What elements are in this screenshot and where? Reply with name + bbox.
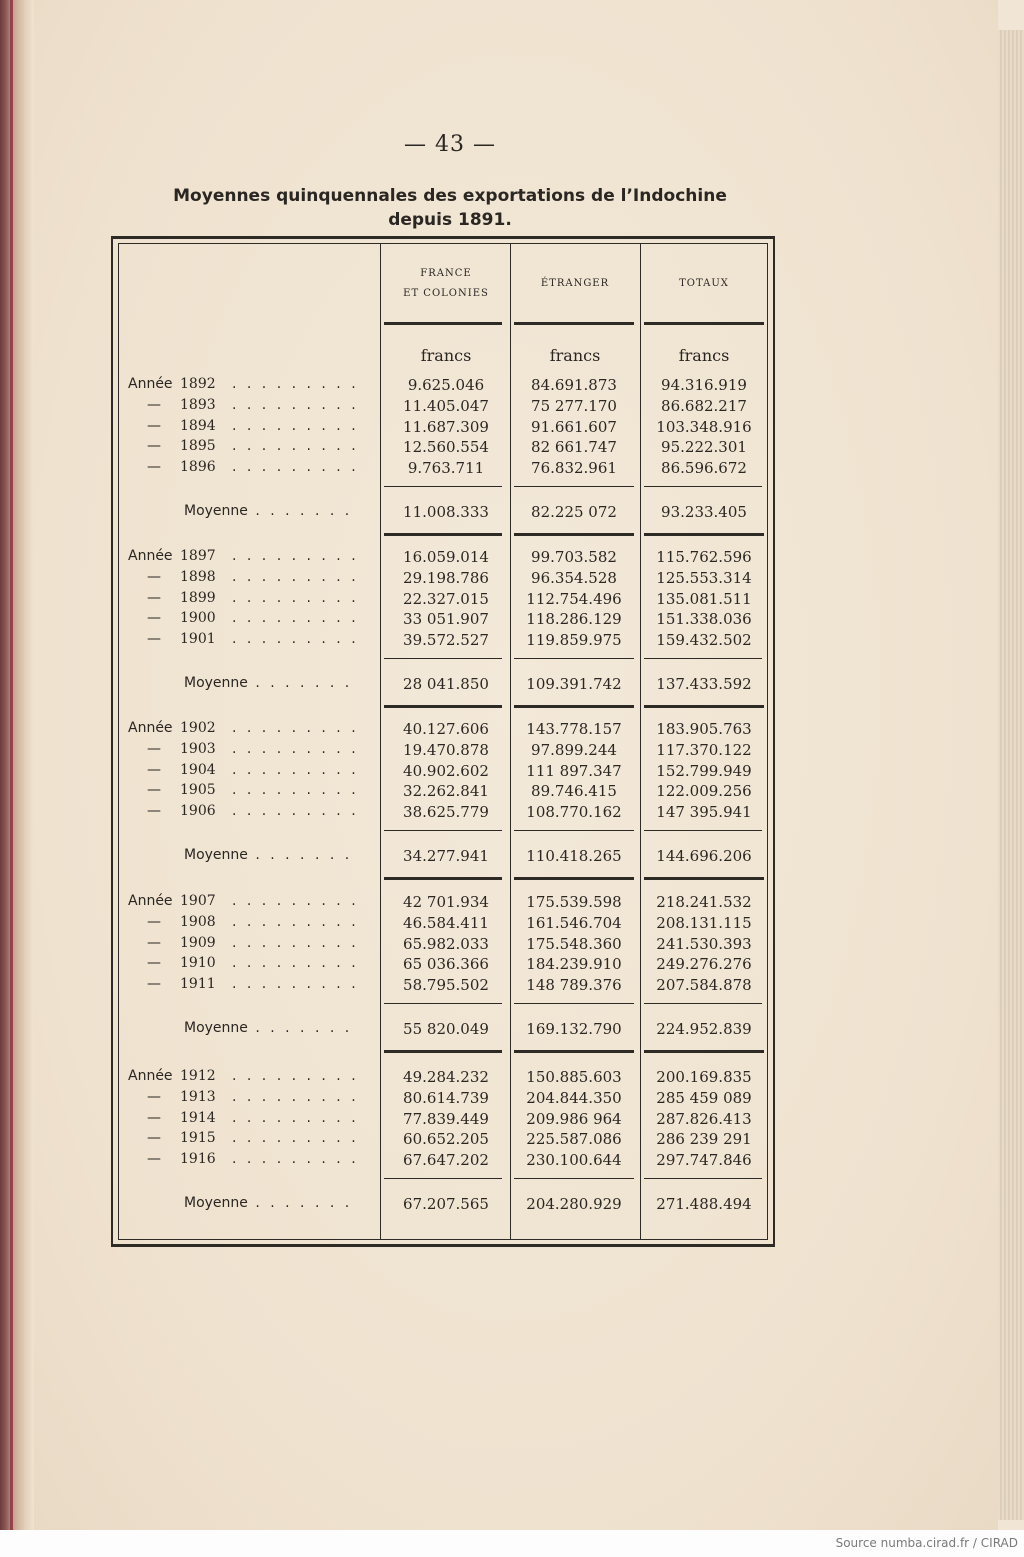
leader-dots: . . . . . . . . . — [232, 720, 359, 736]
moyenne-row — [118, 503, 768, 524]
row-label — [128, 459, 378, 475]
row-prefix: Année — [128, 548, 173, 564]
cell-totaux: 200.169.835 — [656, 1068, 752, 1086]
leader-dots: . . . . . . . . . — [232, 1088, 359, 1105]
row-label — [128, 893, 378, 909]
table-row — [118, 1151, 768, 1172]
cell-totaux: 117.370.122 — [656, 740, 752, 759]
header-france-line1: FRANCE — [420, 268, 472, 279]
cell-france: 46.584.411 — [403, 913, 489, 932]
cell-etranger: 175.539.598 — [526, 893, 622, 911]
cell-etranger: 91.661.607 — [531, 417, 617, 436]
cell-totaux: 147 395.941 — [656, 803, 752, 822]
leader-dots: . . . . . . . — [247, 503, 353, 519]
block-separator — [514, 1050, 634, 1053]
cell-etranger: 76.832.961 — [531, 459, 617, 478]
leader-dots: . . . . . . . . . — [232, 396, 359, 413]
block-separator — [644, 1050, 764, 1053]
table-row — [118, 782, 768, 803]
subtotal-rule — [644, 1178, 762, 1179]
row-label — [128, 1151, 378, 1167]
row-prefix: — — [147, 1130, 161, 1147]
leader-dots: . . . . . . . . . — [232, 610, 359, 627]
cell-etranger: 75 277.170 — [531, 396, 617, 415]
table-row — [118, 1068, 768, 1089]
row-prefix: — — [147, 610, 161, 627]
moyenne-text: Moyenne — [184, 1195, 248, 1211]
cell-totaux: 207.584.878 — [656, 976, 752, 995]
cell-totaux: 135.081.511 — [656, 589, 752, 608]
cell-etranger: 175.548.360 — [526, 934, 622, 953]
row-label — [128, 1110, 378, 1126]
table-row — [118, 631, 768, 652]
leader-dots: . . . . . . . . . — [232, 438, 359, 455]
row-label — [128, 741, 378, 757]
row-year: 1914 — [180, 1109, 216, 1126]
block-separator — [384, 705, 502, 708]
moyenne-totaux: 271.488.494 — [656, 1195, 752, 1213]
table-row — [118, 418, 768, 439]
leader-dots: . . . . . . . . . — [232, 740, 359, 757]
leader-dots: . . . . . . . — [247, 1020, 353, 1036]
row-label — [128, 548, 378, 564]
row-prefix: — — [147, 976, 161, 993]
table-row — [118, 1130, 768, 1151]
table-row — [118, 1089, 768, 1110]
subtotal-rule — [384, 1178, 502, 1179]
block-separator — [384, 533, 502, 536]
moyenne-france: 55 820.049 — [403, 1020, 489, 1038]
block-separator — [384, 877, 502, 880]
cell-totaux: 218.241.532 — [656, 893, 752, 911]
row-prefix: — — [147, 568, 161, 585]
cell-etranger: 112.754.496 — [526, 589, 622, 608]
cell-etranger: 108.770.162 — [526, 803, 622, 822]
table-row — [118, 459, 768, 480]
row-year: 1900 — [180, 610, 216, 627]
row-prefix: — — [147, 955, 161, 972]
row-prefix: — — [147, 631, 161, 648]
cell-france: 29.198.786 — [403, 568, 489, 587]
row-year: 1910 — [180, 955, 216, 972]
moyenne-totaux: 93.233.405 — [661, 503, 747, 521]
row-prefix: — — [147, 761, 161, 778]
moyenne-text: Moyenne — [184, 503, 248, 519]
moyenne-text: Moyenne — [184, 675, 248, 691]
cell-etranger: 99.703.582 — [531, 548, 617, 566]
moyenne-france: 67.207.565 — [403, 1195, 489, 1213]
subtotal-rule — [514, 830, 634, 831]
leader-dots: . . . . . . . . . — [232, 631, 359, 648]
cell-totaux: 287.826.413 — [656, 1109, 752, 1128]
subtotal-rule — [384, 658, 502, 659]
cell-totaux: 86.682.217 — [661, 396, 747, 415]
leader-dots: . . . . . . . . . — [232, 589, 359, 606]
binding-ribbon — [10, 0, 13, 1530]
subtotal-rule — [384, 486, 502, 487]
cell-totaux: 103.348.916 — [656, 417, 752, 436]
row-prefix: Année — [128, 893, 173, 909]
leader-dots: . . . . . . . . . — [232, 459, 359, 476]
row-prefix: — — [147, 934, 161, 951]
leader-dots: . . . . . . . . . — [232, 803, 359, 820]
row-label — [128, 610, 378, 626]
block-separator — [644, 877, 764, 880]
row-label — [128, 803, 378, 819]
leader-dots: . . . . . . . . . — [232, 1068, 359, 1084]
row-prefix: — — [147, 438, 161, 455]
moyenne-france: 28 041.850 — [403, 675, 489, 693]
table-row — [118, 976, 768, 997]
moyenne-etranger: 109.391.742 — [526, 675, 622, 693]
cell-totaux: 183.905.763 — [656, 720, 752, 738]
cell-totaux: 208.131.115 — [656, 913, 752, 932]
leader-dots: . . . . . . . . . — [232, 976, 359, 993]
subtotal-rule — [384, 1003, 502, 1004]
row-year: 1898 — [180, 568, 216, 585]
table-row — [118, 803, 768, 824]
row-label — [128, 1089, 378, 1105]
row-prefix: — — [147, 459, 161, 476]
leader-dots: . . . . . . . . . — [232, 548, 359, 564]
unit-etranger: francs — [549, 346, 601, 365]
row-label — [128, 914, 378, 930]
leader-dots: . . . . . . . — [247, 675, 353, 691]
cell-etranger: 119.859.975 — [526, 631, 622, 650]
subtotal-rule — [384, 830, 502, 831]
row-year: 1916 — [180, 1151, 216, 1168]
leader-dots: . . . . . . . — [247, 847, 353, 863]
row-label — [128, 438, 378, 454]
cell-totaux: 286 239 291 — [656, 1130, 752, 1149]
leader-dots: . . . . . . . . . — [232, 934, 359, 951]
row-label — [128, 720, 378, 736]
cell-france: 11.405.047 — [403, 396, 489, 415]
table-row — [118, 1110, 768, 1131]
cell-etranger: 209.986 964 — [526, 1109, 622, 1128]
cell-france: 38.625.779 — [403, 803, 489, 822]
table-row — [118, 548, 768, 569]
leader-dots: . . . . . . . . . — [232, 376, 359, 392]
moyenne-etranger: 169.132.790 — [526, 1020, 622, 1038]
row-prefix: Année — [128, 376, 173, 392]
cell-etranger: 97.899.244 — [531, 740, 617, 759]
cell-france: 67.647.202 — [403, 1151, 489, 1170]
subtotal-rule — [514, 658, 634, 659]
block-separator — [514, 877, 634, 880]
cell-france: 40.902.602 — [403, 761, 489, 780]
cell-totaux: 297.747.846 — [656, 1151, 752, 1170]
block-separator — [384, 1050, 502, 1053]
cell-france: 9.625.046 — [407, 376, 485, 394]
cell-france: 40.127.606 — [403, 720, 489, 738]
subtotal-rule — [514, 1003, 634, 1004]
cell-totaux: 125.553.314 — [656, 568, 752, 587]
subtotal-rule — [644, 830, 762, 831]
row-label — [128, 762, 378, 778]
row-label — [128, 935, 378, 951]
cell-etranger: 225.587.086 — [526, 1130, 622, 1149]
table-row — [118, 397, 768, 418]
row-label — [128, 1130, 378, 1146]
cell-totaux: 122.009.256 — [656, 782, 752, 801]
table-row — [118, 610, 768, 631]
moyenne-totaux: 137.433.592 — [656, 675, 752, 693]
moyenne-etranger: 110.418.265 — [526, 847, 622, 865]
row-year: 1912 — [180, 1068, 216, 1084]
leader-dots: . . . . . . . . . — [232, 761, 359, 778]
row-year: 1909 — [180, 934, 216, 951]
row-label — [128, 569, 378, 585]
header-france-colonies — [382, 264, 510, 304]
cell-totaux: 249.276.276 — [656, 955, 752, 974]
unit-france: francs — [420, 346, 472, 365]
row-year: 1893 — [180, 396, 216, 413]
row-year: 1896 — [180, 459, 216, 476]
moyenne-france: 11.008.333 — [403, 503, 489, 521]
cell-france: 33 051.907 — [403, 610, 489, 629]
moyenne-row — [118, 1020, 768, 1041]
subtotal-rule — [644, 658, 762, 659]
unit-totaux: francs — [678, 346, 730, 365]
row-year: 1915 — [180, 1130, 216, 1147]
leader-dots: . . . . . . . . . — [232, 782, 359, 799]
cell-etranger: 150.885.603 — [526, 1068, 622, 1086]
cell-france: 42 701.934 — [403, 893, 489, 911]
cell-france: 9.763.711 — [407, 459, 485, 478]
row-year: 1892 — [180, 376, 216, 392]
header-rule-3 — [644, 322, 764, 325]
cell-totaux: 151.338.036 — [656, 610, 752, 629]
row-year: 1899 — [180, 589, 216, 606]
book-binding — [0, 0, 34, 1530]
leader-dots: . . . . . . . . . — [232, 568, 359, 585]
table-row — [118, 935, 768, 956]
cell-totaux: 159.432.502 — [656, 631, 752, 650]
row-year: 1913 — [180, 1088, 216, 1105]
row-label — [128, 397, 378, 413]
header-etranger: ÉTRANGER — [540, 278, 610, 289]
title-line-2: depuis 1891. — [388, 210, 512, 230]
cell-france: 16.059.014 — [403, 548, 489, 566]
leader-dots: . . . . . . . — [247, 1195, 353, 1211]
row-label — [128, 590, 378, 606]
row-year: 1904 — [180, 761, 216, 778]
header-rule-2 — [514, 322, 634, 325]
cell-totaux: 285 459 089 — [656, 1088, 752, 1107]
row-label — [128, 1068, 378, 1084]
row-prefix: — — [147, 1088, 161, 1105]
cell-france: 11.687.309 — [403, 417, 489, 436]
subtotal-rule — [644, 486, 762, 487]
page-number: — 43 — — [404, 132, 496, 157]
moyenne-totaux: 144.696.206 — [656, 847, 752, 865]
row-prefix: — — [147, 782, 161, 799]
cell-totaux: 241.530.393 — [656, 934, 752, 953]
cell-france: 58.795.502 — [403, 976, 489, 995]
cell-etranger: 111 897.347 — [526, 761, 622, 780]
row-prefix: — — [147, 396, 161, 413]
cell-france: 19.470.878 — [403, 740, 489, 759]
row-label — [128, 631, 378, 647]
cell-etranger: 161.546.704 — [526, 913, 622, 932]
cell-totaux: 95.222.301 — [661, 438, 747, 457]
table-row — [118, 720, 768, 741]
cell-france: 12.560.554 — [403, 438, 489, 457]
leader-dots: . . . . . . . . . — [232, 955, 359, 972]
row-prefix: — — [147, 740, 161, 757]
subtotal-rule — [514, 1178, 634, 1179]
cell-france: 60.652.205 — [403, 1130, 489, 1149]
cell-france: 77.839.449 — [403, 1109, 489, 1128]
row-year: 1897 — [180, 548, 216, 564]
moyenne-text: Moyenne — [184, 847, 248, 863]
title-line-1: Moyennes quinquennales des exportations de l’Indochine — [173, 186, 727, 206]
cell-etranger: 230.100.644 — [526, 1151, 622, 1170]
table-row — [118, 376, 768, 397]
row-year: 1908 — [180, 913, 216, 930]
row-prefix: — — [147, 1151, 161, 1168]
source-credit: Source numba.cirad.fr / CIRAD — [835, 1536, 1018, 1550]
cell-france: 32.262.841 — [403, 782, 489, 801]
subtotal-rule — [514, 486, 634, 487]
table-row — [118, 590, 768, 611]
row-year: 1906 — [180, 803, 216, 820]
row-year: 1903 — [180, 740, 216, 757]
cell-etranger: 204.844.350 — [526, 1088, 622, 1107]
header-france-line2: ET COLONIES — [403, 288, 489, 299]
table-title — [110, 184, 790, 232]
table-row — [118, 914, 768, 935]
leader-dots: . . . . . . . . . — [232, 1109, 359, 1126]
row-prefix: — — [147, 589, 161, 606]
row-prefix: Année — [128, 1068, 173, 1084]
cell-totaux: 152.799.949 — [656, 761, 752, 780]
table-row — [118, 569, 768, 590]
header-totaux: TOTAUX — [679, 278, 729, 289]
row-label — [128, 782, 378, 798]
row-prefix: — — [147, 803, 161, 820]
cell-france: 39.572.527 — [403, 631, 489, 650]
table-row — [118, 893, 768, 914]
cell-france: 49.284.232 — [403, 1068, 489, 1086]
table-row — [118, 438, 768, 459]
row-prefix: — — [147, 417, 161, 434]
row-label — [128, 976, 378, 992]
block-separator — [644, 533, 764, 536]
leader-dots: . . . . . . . . . — [232, 417, 359, 434]
row-prefix: — — [147, 913, 161, 930]
block-separator — [514, 705, 634, 708]
row-year: 1902 — [180, 720, 216, 736]
table-row — [118, 741, 768, 762]
moyenne-row — [118, 1195, 768, 1216]
row-year: 1911 — [180, 976, 216, 993]
moyenne-etranger: 82.225 072 — [531, 503, 617, 521]
moyenne-row — [118, 847, 768, 868]
moyenne-row — [118, 675, 768, 696]
cell-france: 22.327.015 — [403, 589, 489, 608]
cell-etranger: 118.286.129 — [526, 610, 622, 629]
cell-etranger: 148 789.376 — [526, 976, 622, 995]
cell-etranger: 184.239.910 — [526, 955, 622, 974]
moyenne-etranger: 204.280.929 — [526, 1195, 622, 1213]
moyenne-france: 34.277.941 — [403, 847, 489, 865]
cell-france: 65.982.033 — [403, 934, 489, 953]
cell-etranger: 143.778.157 — [526, 720, 622, 738]
table-row — [118, 955, 768, 976]
row-label — [128, 955, 378, 971]
row-label — [128, 376, 378, 392]
header-rule-1 — [384, 322, 502, 325]
row-prefix: — — [147, 1109, 161, 1126]
block-separator — [514, 533, 634, 536]
row-label — [128, 418, 378, 434]
row-year: 1894 — [180, 417, 216, 434]
cell-france: 65 036.366 — [403, 955, 489, 974]
leader-dots: . . . . . . . . . — [232, 1130, 359, 1147]
cell-france: 80.614.739 — [403, 1088, 489, 1107]
leader-dots: . . . . . . . . . — [232, 1151, 359, 1168]
cell-totaux: 86.596.672 — [661, 459, 747, 478]
cell-etranger: 89.746.415 — [531, 782, 617, 801]
row-year: 1907 — [180, 893, 216, 909]
cell-etranger: 84.691.873 — [531, 376, 617, 394]
subtotal-rule — [644, 1003, 762, 1004]
cell-etranger: 96.354.528 — [531, 568, 617, 587]
table-row — [118, 762, 768, 783]
leader-dots: . . . . . . . . . — [232, 913, 359, 930]
page-edges — [998, 30, 1024, 1520]
leader-dots: . . . . . . . . . — [232, 893, 359, 909]
row-year: 1905 — [180, 782, 216, 799]
row-prefix: Année — [128, 720, 173, 736]
cell-totaux: 115.762.596 — [656, 548, 752, 566]
row-year: 1901 — [180, 631, 216, 648]
cell-totaux: 94.316.919 — [661, 376, 747, 394]
block-separator — [644, 705, 764, 708]
row-year: 1895 — [180, 438, 216, 455]
moyenne-totaux: 224.952.839 — [656, 1020, 752, 1038]
cell-etranger: 82 661.747 — [531, 438, 617, 457]
moyenne-text: Moyenne — [184, 1020, 248, 1036]
